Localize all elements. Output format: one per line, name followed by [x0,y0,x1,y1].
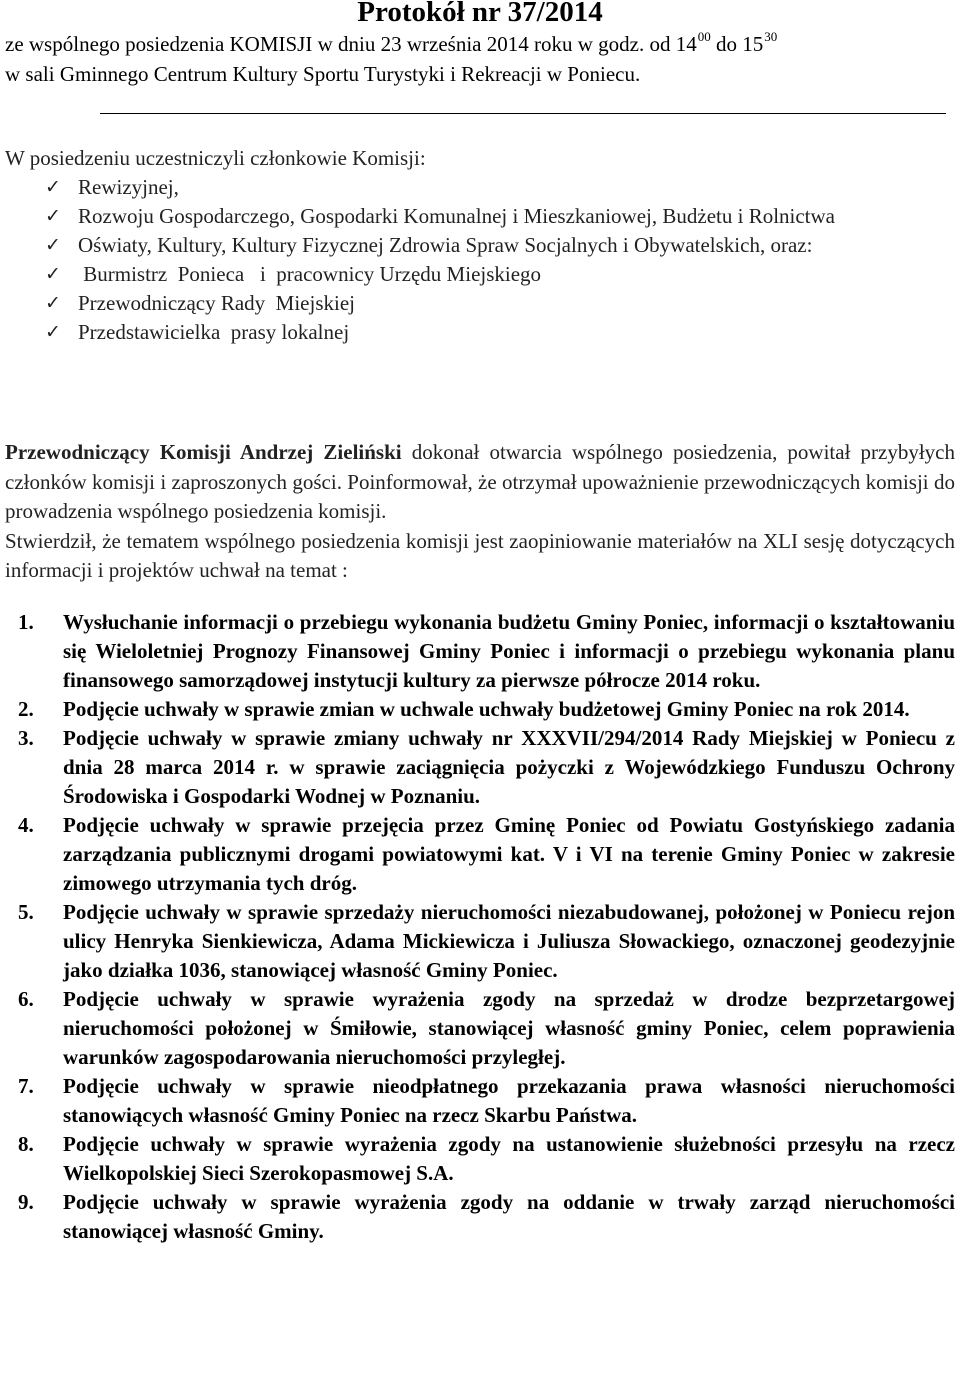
checkmark-icon: ✓ [45,292,61,314]
chair-name: Przewodniczący Komisji Andrzej Zieliński [5,440,402,464]
attendance-item-text: Przedstawicielka prasy lokalnej [78,320,350,344]
agenda-item-text: Podjęcie uchwały w sprawie sprzedaży nieruchomości niezabudowanej, położonej w Poniecu rejon ulicy Henryka Sienkiewicza, Adama Mickiewicza i Juliusza Słowackiego, oznaczonej geodezyjnie jako działka 1036, stanowiącej własność Gminy Poniec. [63,900,955,982]
attendance-item [45,260,835,289]
start-time-minutes: 00 [697,29,711,44]
agenda-item [18,608,955,695]
header-line-2: w sali Gminnego Centrum Kultury Sportu Turystyki i Rekreacji w Poniecu. [5,62,641,86]
agenda-item-text: Podjęcie uchwały w sprawie zmian w uchwale uchwały budżetowej Gminy Poniec na rok 2014. [63,697,910,721]
header-line-1-mid: do 15 [710,32,764,56]
agenda-item-text: Podjęcie uchwały w sprawie nieodpłatnego przekazania prawa własności nieruchomości stanowiących własność Gminy Poniec na rzecz Skarbu Państwa. [63,1074,955,1127]
attendance-item-text: Oświaty, Kultury, Kultury Fizycznej Zdrowia Spraw Socjalnych i Obywatelskich, oraz: [78,233,813,257]
agenda-item-number: 5. [18,900,34,924]
attendance-item [45,173,835,202]
attendance-item-text: Rozwoju Gospodarczego, Gospodarki Komunalnej i Mieszkaniowej, Budżetu i Rolnictwa [78,204,836,228]
checkmark-icon: ✓ [45,205,61,227]
agenda-item [18,985,955,1072]
checkmark-icon: ✓ [45,234,61,256]
agenda-item [18,811,955,898]
document-title: Protokół nr 37/2014 [357,0,603,28]
checkmark-icon: ✓ [45,321,61,343]
checkmark-icon: ✓ [45,176,61,198]
header-line-1 [5,30,777,58]
agenda-item [18,695,955,724]
opening-text-2: Stwierdził, że tematem wspólnego posiedzenia komisji jest zaopiniowanie materiałów na XLI sesję dotyczących informacji i projektów uchwał na temat : [5,528,955,582]
attendance-intro: W posiedzeniu uczestniczyli członkowie Komisji: [5,146,426,170]
header-divider [100,113,946,114]
agenda-item-text: Podjęcie uchwały w sprawie wyrażenia zgody na ustanowienie służebności przesyłu na rzecz Wielkopolskiej Sieci Szerokopasmowej S.A. [63,1132,955,1185]
opening-text-1: dokonał otwarcia wspólnego posiedzenia, powitał przybyłych członków komisji i zaproszonych gości. Poinformował, że otrzymał upoważnienie przewodniczących komisji do prowadzenia wspólnego posiedzenia komisji. [5,440,955,523]
agenda-item [18,1130,955,1188]
attendance-item [45,318,835,347]
agenda-list [18,608,955,1246]
header-line-1-text: ze wspólnego posiedzenia KOMISJI w dniu 23 września 2014 roku w godz. od 14 [5,32,697,56]
attendance-list [45,173,835,347]
agenda-item-number: 6. [18,987,34,1011]
agenda-item-number: 1. [18,610,34,634]
end-time-minutes: 30 [764,29,778,44]
agenda-item-text: Podjęcie uchwały w sprawie wyrażenia zgody na sprzedaż w drodze bezprzetargowej nieruchomości położonej w Śmiłowie, stanowiącej własność gminy Poniec, celem poprawienia warunków zagospodarowania nieruchomości przyległej. [63,987,955,1069]
opening-paragraph [5,438,955,586]
attendance-item [45,289,835,318]
agenda-item-text: Podjęcie uchwały w sprawie zmiany uchwały nr XXXVII/294/2014 Rady Miejskiej w Poniecu z dnia 28 marca 2014 r. w sprawie zaciągnięcia pożyczki z Wojewódzkiego Funduszu Ochrony Środowiska i Gospodarki Wodnej w Poznaniu. [63,726,955,808]
agenda-item-number: 8. [18,1132,34,1156]
agenda-item [18,724,955,811]
agenda-item-number: 4. [18,813,34,837]
agenda-item [18,898,955,985]
agenda-item-text: Podjęcie uchwały w sprawie wyrażenia zgody na oddanie w trwały zarząd nieruchomości stanowiącej własność Gminy. [63,1190,955,1243]
attendance-item [45,202,835,231]
attendance-item-text: Burmistrz Ponieca i pracownicy Urzędu Miejskiego [78,262,542,286]
agenda-item-text: Wysłuchanie informacji o przebiegu wykonania budżetu Gminy Poniec, informacji o kształtowaniu się Wieloletniej Prognozy Finansowej Gminy Poniec i informacji o przebiegu wykonania planu finansowego samorządowej instytucji kultury za pierwsze półrocze 2014 roku. [63,610,955,692]
agenda-item-number: 3. [18,726,34,750]
attendance-item-text: Przewodniczący Rady Miejskiej [78,291,355,315]
agenda-item-number: 2. [18,697,34,721]
agenda-item-number: 7. [18,1074,34,1098]
agenda-item-text: Podjęcie uchwały w sprawie przejęcia przez Gminę Poniec od Powiatu Gostyńskiego zadania zarządzania publicznymi drogami powiatowymi kat. V i VI na terenie Gminy Poniec w zakresie zimowego utrzymania tych dróg. [63,813,955,895]
agenda-item [18,1072,955,1130]
attendance-item-text: Rewizyjnej, [78,175,179,199]
attendance-item [45,231,835,260]
agenda-item-number: 9. [18,1190,34,1214]
agenda-item [18,1188,955,1246]
checkmark-icon: ✓ [45,263,61,285]
